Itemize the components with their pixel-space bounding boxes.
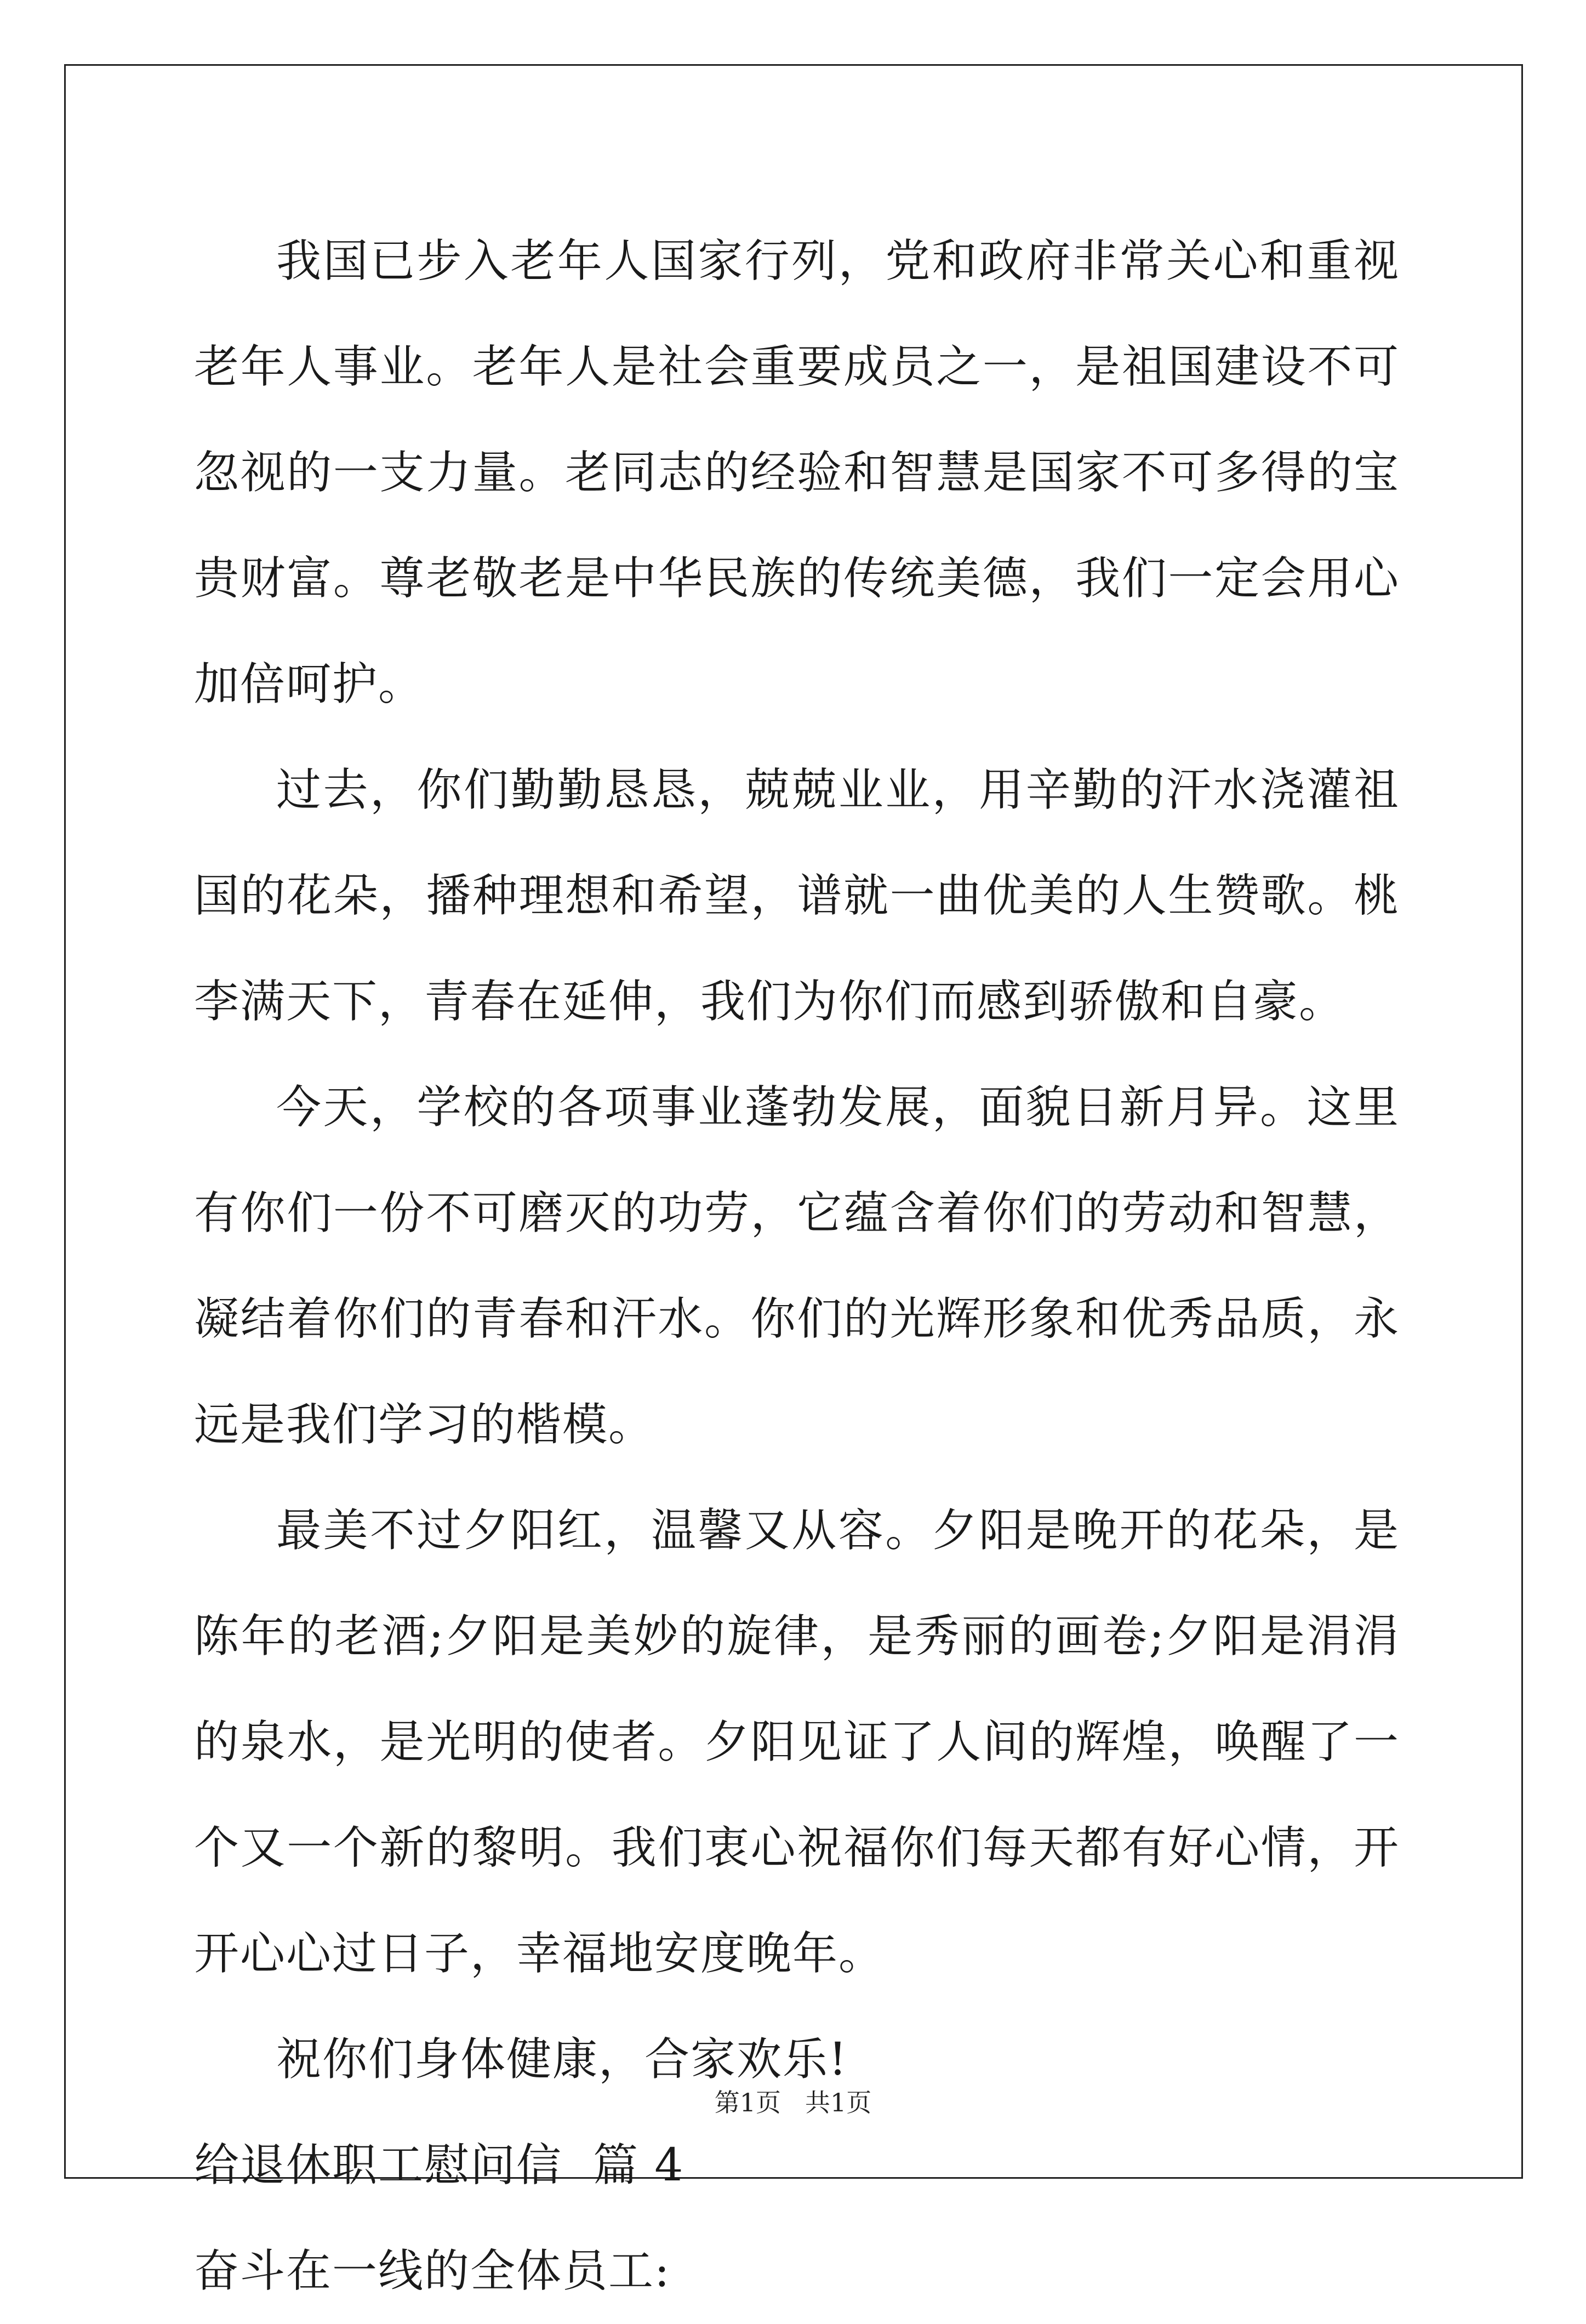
document-body xyxy=(194,208,1400,2324)
paragraph-2: 过去，你们勤勤恳恳，兢兢业业，用辛勤的汗水浇灌祖国的花朵，播种理想和希望，谱就一曲优美的人生赞歌。桃李满天下，青春在延伸，我们为你们而感到骄傲和自豪。 xyxy=(194,764,1400,1028)
paragraph-4: 最美不过夕阳红，温馨又从容。夕阳是晚开的花朵，是陈年的老酒;夕阳是美妙的旋律，是秀丽的画卷;夕阳是涓涓的泉水，是光明的使者。夕阳见证了人间的辉煌，唤醒了一个又一个新的黎明。我们衷心祝福你们每天都有好心情，开开心心过日子，幸福地安度晚年。 xyxy=(194,1505,1400,1980)
paragraph-3: 今天，学校的各项事业蓬勃发展，面貌日新月异。这里有你们一份不可磨灭的功劳，它蕴含着你们的劳动和智慧，凝结着你们的青春和汗水。你们的光辉形象和优秀品质，永远是我们学习的楷模。 xyxy=(194,1081,1400,1451)
paragraph-1: 我国已步入老年人国家行列，党和政府非常关心和重视老年人事业。老年人是社会重要成员之一，是祖国建设不可忽视的一支力量。老同志的经验和智慧是国家不可多得的宝贵财富。尊老敬老是中华民族的传统美德，我们一定会用心加倍呵护。 xyxy=(194,235,1400,710)
page-number: 第1页 xyxy=(714,2088,781,2117)
paragraph-5: 祝你们身体健康，合家欢乐! xyxy=(276,2034,848,2086)
salutation: 奋斗在一线的全体员工: xyxy=(194,2245,671,2297)
section-heading: 给退休职工慰问信 篇 4 xyxy=(194,2139,684,2191)
page-total: 共1页 xyxy=(805,2088,872,2117)
page-footer xyxy=(0,2083,1586,2119)
